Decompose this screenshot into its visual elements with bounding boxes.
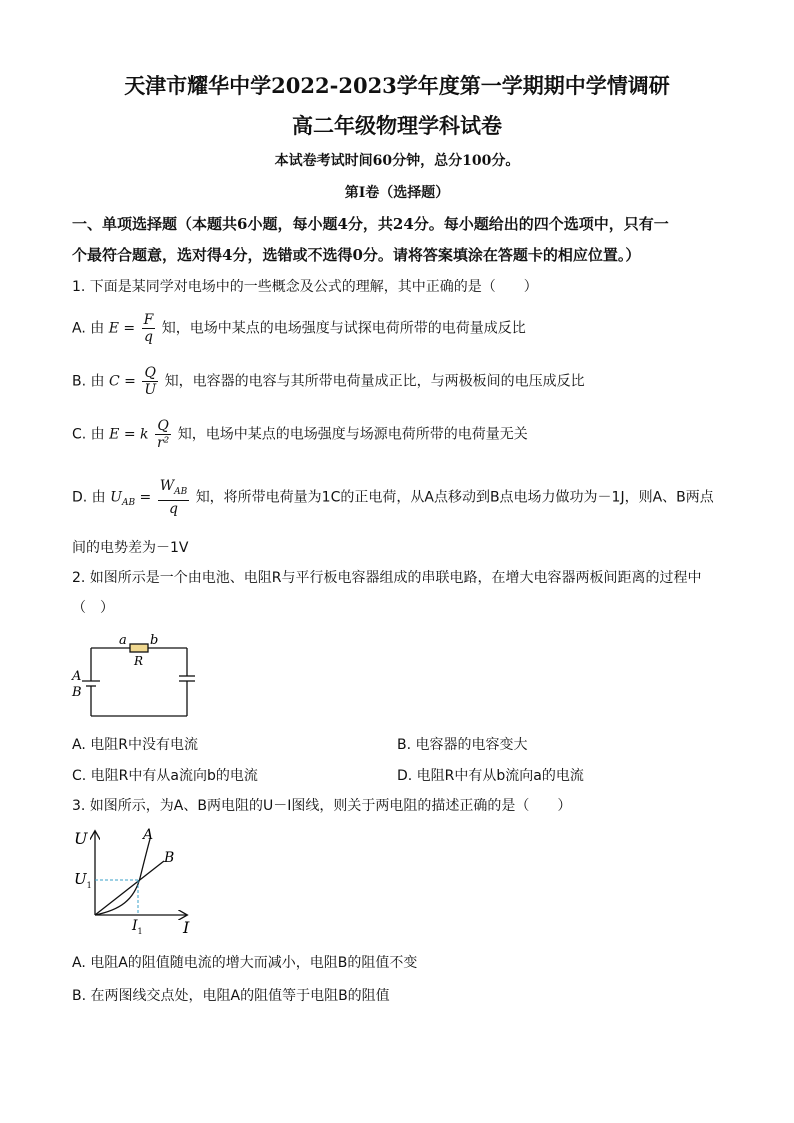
section-instruction-line2: 个最符合题意，选对得4分，选错或不选得0分。请将答案填涂在答题卡的相应位置。） [72,246,641,264]
q2-stem-line2: （ ） [72,600,114,616]
q3-label-i1-sub: 1 [137,927,143,936]
q3-option-b: B. 在两图线交点处，电阻A的阻值等于电阻B的阻值 [72,988,390,1004]
q2-resistor [130,644,148,652]
q1-d-numerator-main: W [159,478,175,494]
q1-option-c: C. 由 E = k $\frac{Q}{\text{r²}}$ 知，电场中某点的电场强度与场源电荷所带的电荷量无关 [72,418,528,451]
q1-option-b: B. 由 C = $\frac{Q}{U}$ 知，电容器的电容与其所带电荷量成正比，与两极板间的电压成反比 [72,365,585,398]
q1-d-numerator [158,478,190,501]
q2-circuit-diagram [68,630,208,725]
q2-stem-line1: 2. 如图所示是一个由电池、电阻R与平行板电容器组成的串联电路，在增大电容器两板间距离的过程中 [72,570,702,586]
q1-c-lhs: E [109,426,120,443]
q1-d-fraction [158,478,190,517]
q1-c-fraction [155,418,171,451]
q1-d-lhs: U [110,489,122,506]
q1-d-text: 知，将所带电荷量为1C的正电荷，从A点移动到B点电场力做功为－1J，则A、B两点 [195,489,714,506]
q2-label-plate-a: A [72,669,82,684]
q3-option-a: A. 电阻A的阻值随电流的增大而减小，电阻B的阻值不变 [72,955,418,971]
q2-label-plate-b: B [72,685,82,700]
q3-line-b [95,861,164,915]
q3-ui-graph [68,822,198,942]
exam-duration-note: 本试卷考试时间60分钟，总分100分。 [274,153,520,169]
q1-a-numerator: F [143,312,154,328]
q3-label-u1 [74,870,92,890]
q3-label-u1-sub: 1 [86,881,92,890]
q3-stem: 3. 如图所示，为A、B两电阻的U－I图线，则关于两电阻的描述正确的是（ ） [72,798,572,814]
q3-curve-label-b: B [164,850,175,866]
q1-b-fraction [142,365,158,398]
q2-option-d: D. 电阻R中有从b流向a的电流 [397,768,584,784]
q1-d-prefix: D. 由 [72,489,106,506]
q1-a-denominator: q [143,329,153,345]
q1-c-prefix: C. 由 [72,426,105,443]
q2-option-b: B. 电容器的电容变大 [397,737,528,753]
q1-a-fraction [142,312,156,345]
q3-curve-a [95,839,150,915]
q1-c-numerator: Q [155,418,171,435]
q2-label-b: b [150,633,159,648]
q1-c-denominator: r² [156,435,170,451]
q2-label-r: R [134,654,144,668]
q1-d-lhs-sub: AB [121,498,136,509]
q1-option-d-continuation: 间的电势差为－1V [72,540,189,556]
q1-c-k: k [140,426,149,443]
q2-label-a: a [119,633,127,648]
q1-b-denominator: U [144,382,157,398]
q1-b-prefix: B. 由 [72,373,105,390]
q2-option-c: C. 电阻R中有从a流向b的电流 [72,768,258,784]
q1-a-lhs: E [108,320,119,337]
q1-a-prefix: A. 由 [72,320,105,337]
q1-b-numerator: Q [142,365,158,382]
q1-d-denominator: q [168,500,178,517]
q2-option-a: A. 电阻R中没有电流 [72,737,198,753]
q3-label-i1-main: I [132,918,138,934]
q1-b-lhs: C [108,373,120,390]
q3-axis-label-i: I [183,918,190,937]
part-heading: 第Ⅰ卷（选择题） [344,185,450,201]
q1-option-d: D. 由 $U_{AB}$ = $\frac{W_{AB}}{q}$ 知，将所带电荷量为1C的正电荷，从A点移动到B点电场力做功为－1J，则A、B两点 [72,478,714,517]
q1-b-text: 知，电容器的电容与其所带电荷量成正比，与两极板间的电压成反比 [164,373,585,390]
q3-axis-label-u: U [74,829,88,848]
q3-curve-label-a: A [143,827,154,843]
q3-label-i1 [131,918,143,936]
q3-label-u1-main: U [74,870,87,888]
q1-a-text: 知，电场中某点的电场强度与试探电荷所带的电荷量成反比 [161,320,526,337]
exam-title-line2: 高二年级物理学科试卷 [292,113,502,138]
q1-d-numerator-sub: AB [174,486,188,497]
q1-option-a: A. 由 E = $\frac{F}{q}$ 知，电场中某点的电场强度与试探电荷所带的电荷量成反比 [72,312,526,345]
section-instruction-line1: 一、单项选择题（本题共6小题，每小题4分，共24分。每小题给出的四个选项中，只有一 [72,215,669,233]
q1-stem: 1. 下面是某同学对电场中的一些概念及公式的理解，其中正确的是（ ） [72,279,538,295]
exam-title-line1: 天津市耀华中学2022-2023学年度第一学期期中学情调研 [124,73,670,98]
q1-c-text: 知，电场中某点的电场强度与场源电荷所带的电荷量无关 [177,426,528,443]
